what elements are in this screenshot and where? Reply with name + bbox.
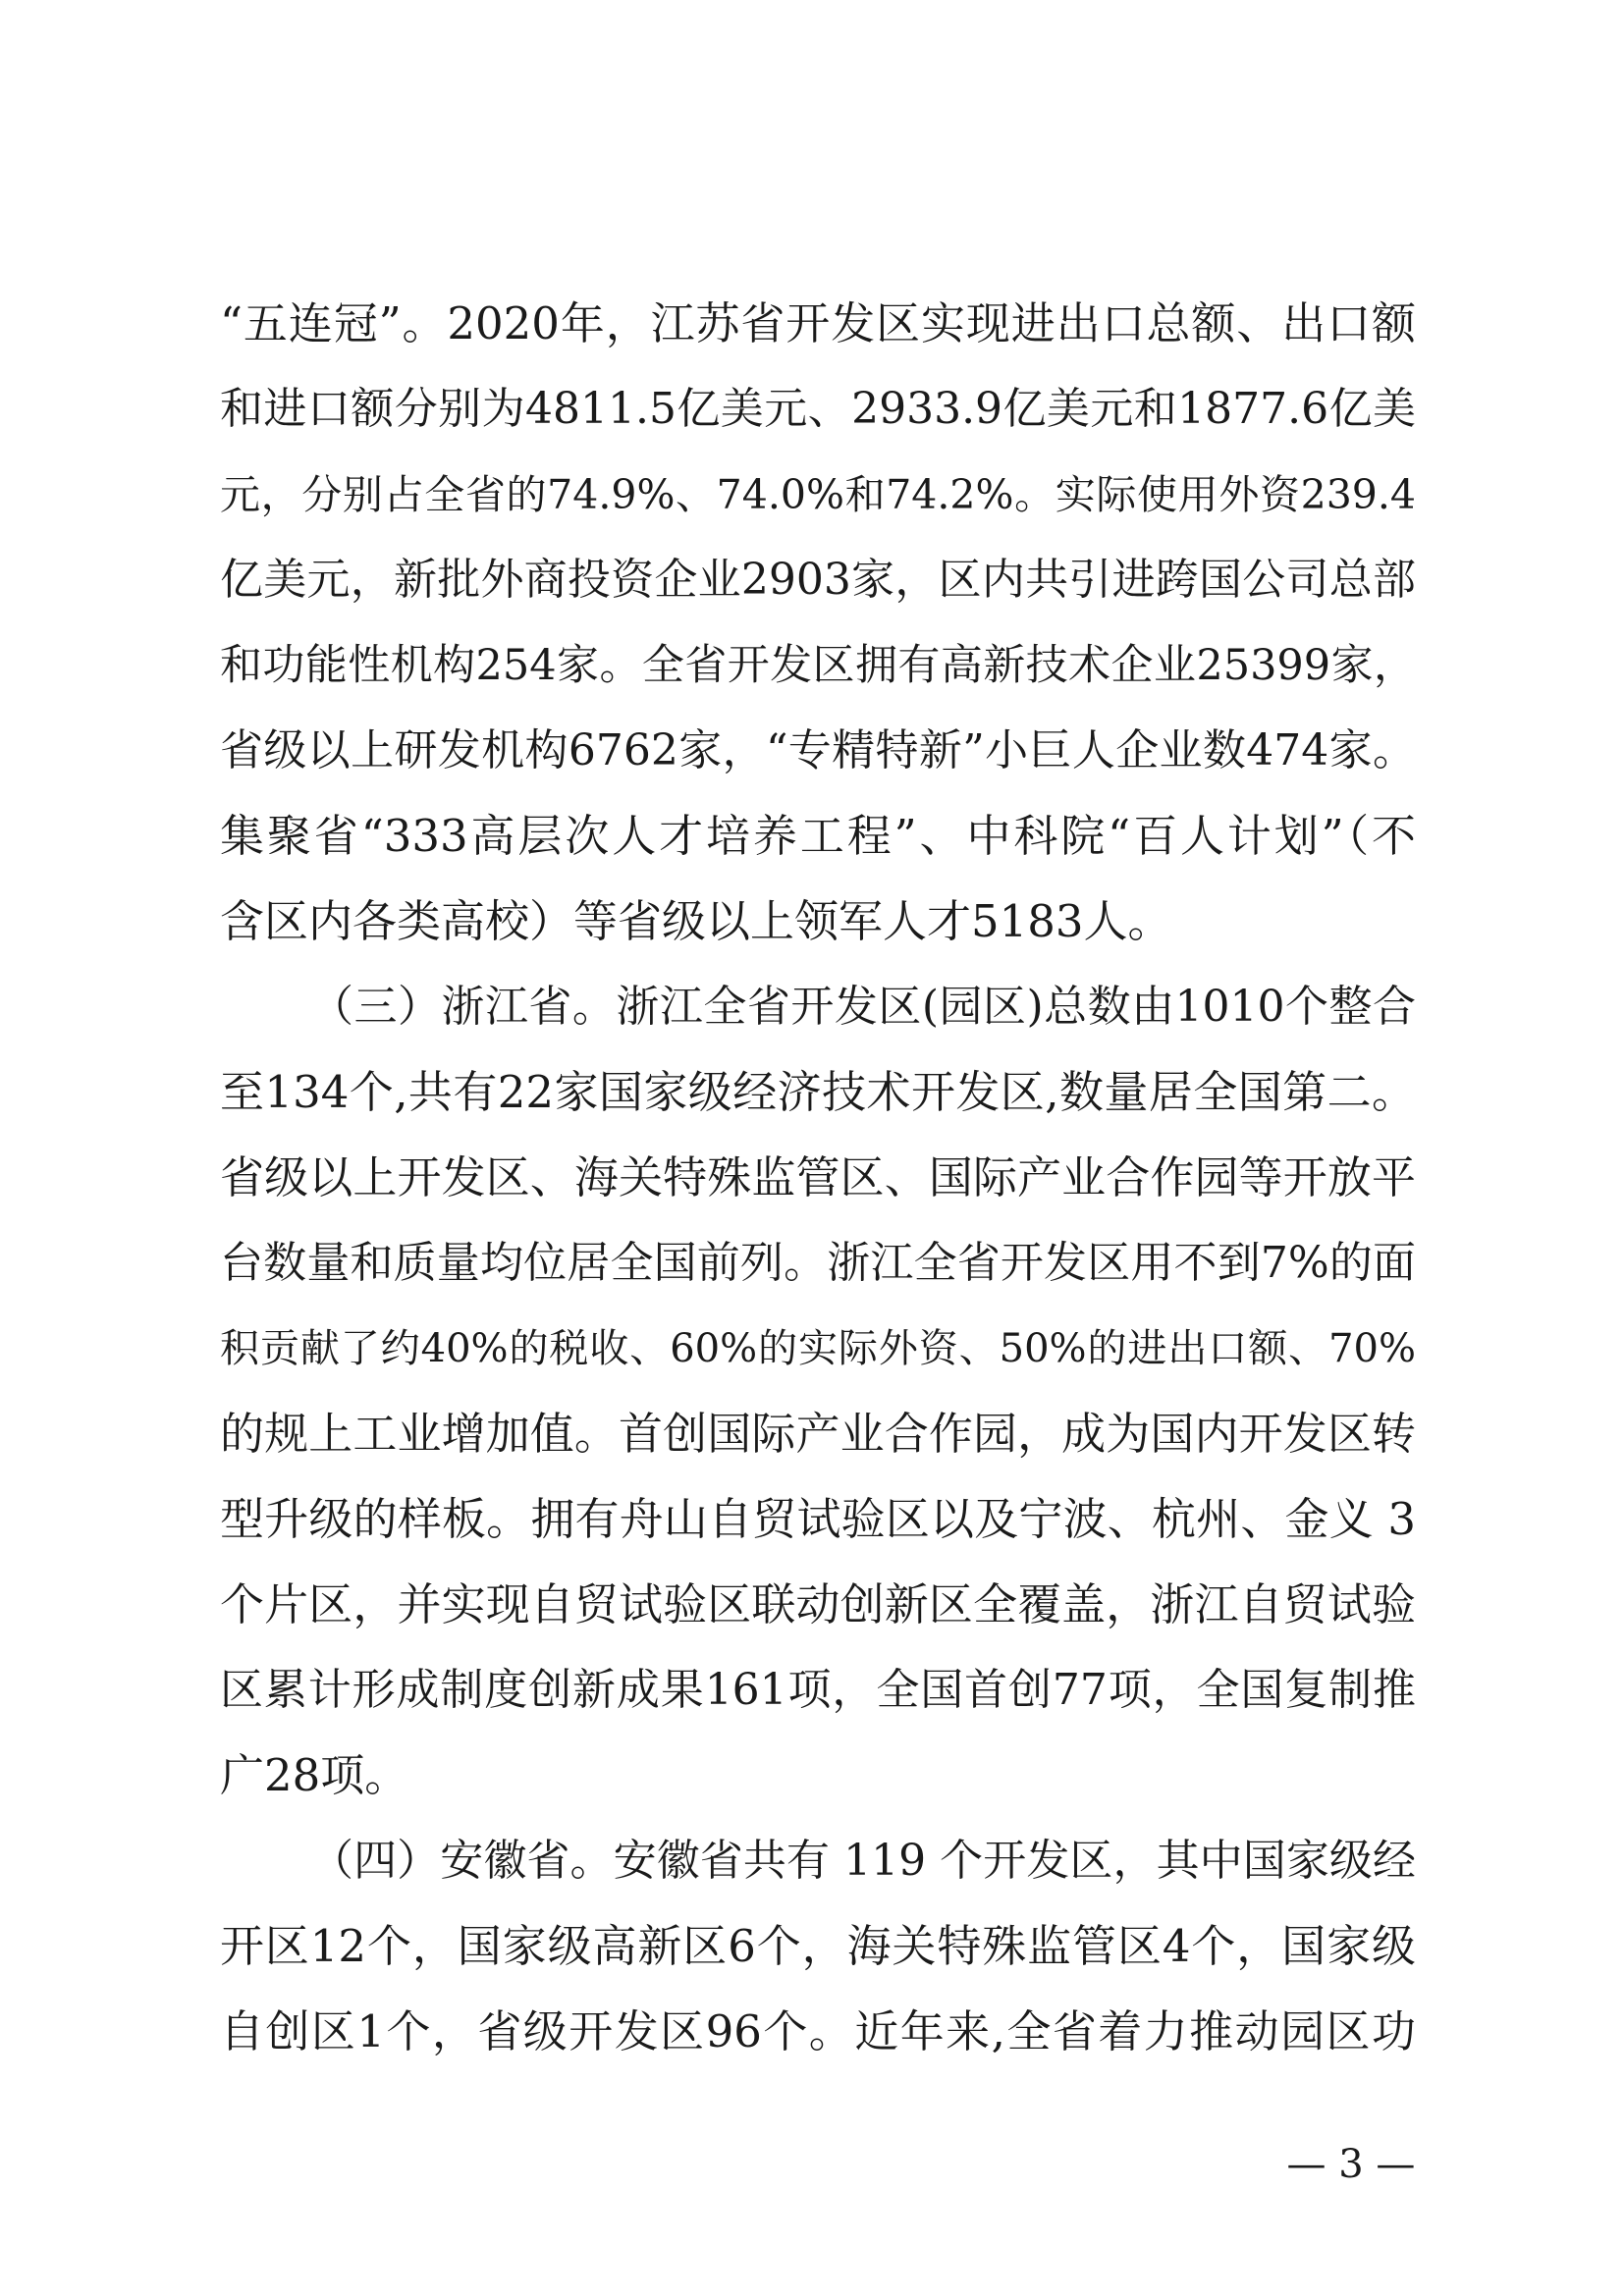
body-text-line: 自创区1个，省级开发区96个。近年来,全省着力推动园区功 bbox=[220, 2005, 1416, 2057]
body-text-line: 省级以上研发机构6762家，“专精特新”小巨人企业数474家。 bbox=[220, 725, 1416, 775]
body-text-line: 和功能性机构254家。全省开发区拥有高新技术企业25399家， bbox=[220, 641, 1416, 690]
body-text-line: 亿美元，新批外商投资企业2903家，区内共引进跨国公司总部 bbox=[220, 555, 1416, 605]
body-text-line: 广28项。 bbox=[220, 1749, 409, 1801]
body-text-line: 集聚省“333高层次人才培养工程”、中科院“百人计划”（不 bbox=[220, 810, 1416, 862]
body-text-line: 和进口额分别为4811.5亿美元、2933.9亿美元和1877.6亿美 bbox=[220, 384, 1416, 434]
body-text-line: 区累计形成制度创新成果161项，全国首创77项，全国复制推 bbox=[220, 1665, 1416, 1715]
body-text-line: 个片区，并实现自贸试验区联动创新区全覆盖，浙江自贸试验 bbox=[220, 1578, 1416, 1630]
body-text-line: 的规上工业增加值。首创国际产业合作园，成为国内开发区转 bbox=[220, 1408, 1416, 1460]
section-heading-line: （三）浙江省。浙江全省开发区(园区)总数由1010个整合 bbox=[310, 982, 1416, 1032]
body-text-line: 型升级的样板。拥有舟山自贸试验区以及宁波、杭州、金义 3 bbox=[220, 1493, 1416, 1545]
body-text-line: 含区内各类高校）等省级以上领军人才5183人。 bbox=[220, 895, 1172, 947]
body-text-line: “五连冠”。2020年，江苏省开发区实现进出口总额、出口额 bbox=[220, 297, 1416, 349]
body-text-line: 至134个,共有22家国家级经济技术开发区,数量居全国第二。 bbox=[220, 1066, 1416, 1118]
page-number: — 3 — bbox=[1286, 2142, 1416, 2187]
body-text-line: 开区12个，国家级高新区6个，海关特殊监管区4个，国家级 bbox=[220, 1920, 1416, 1972]
section-heading-line: （四）安徽省。安徽省共有 119 个开发区，其中国家级经 bbox=[310, 1836, 1416, 1886]
body-text-line: 元，分别占全省的74.9%、74.0%和74.2%。实际使用外资239.4 bbox=[220, 471, 1416, 518]
body-text-line: 省级以上开发区、海关特殊监管区、国际产业合作园等开放平 bbox=[220, 1151, 1416, 1203]
body-text-line: 积贡献了约40%的税收、60%的实际外资、50%的进出口额、70% bbox=[220, 1326, 1416, 1371]
body-text-line: 台数量和质量均位居全国前列。浙江全省开发区用不到7%的面 bbox=[220, 1238, 1416, 1288]
